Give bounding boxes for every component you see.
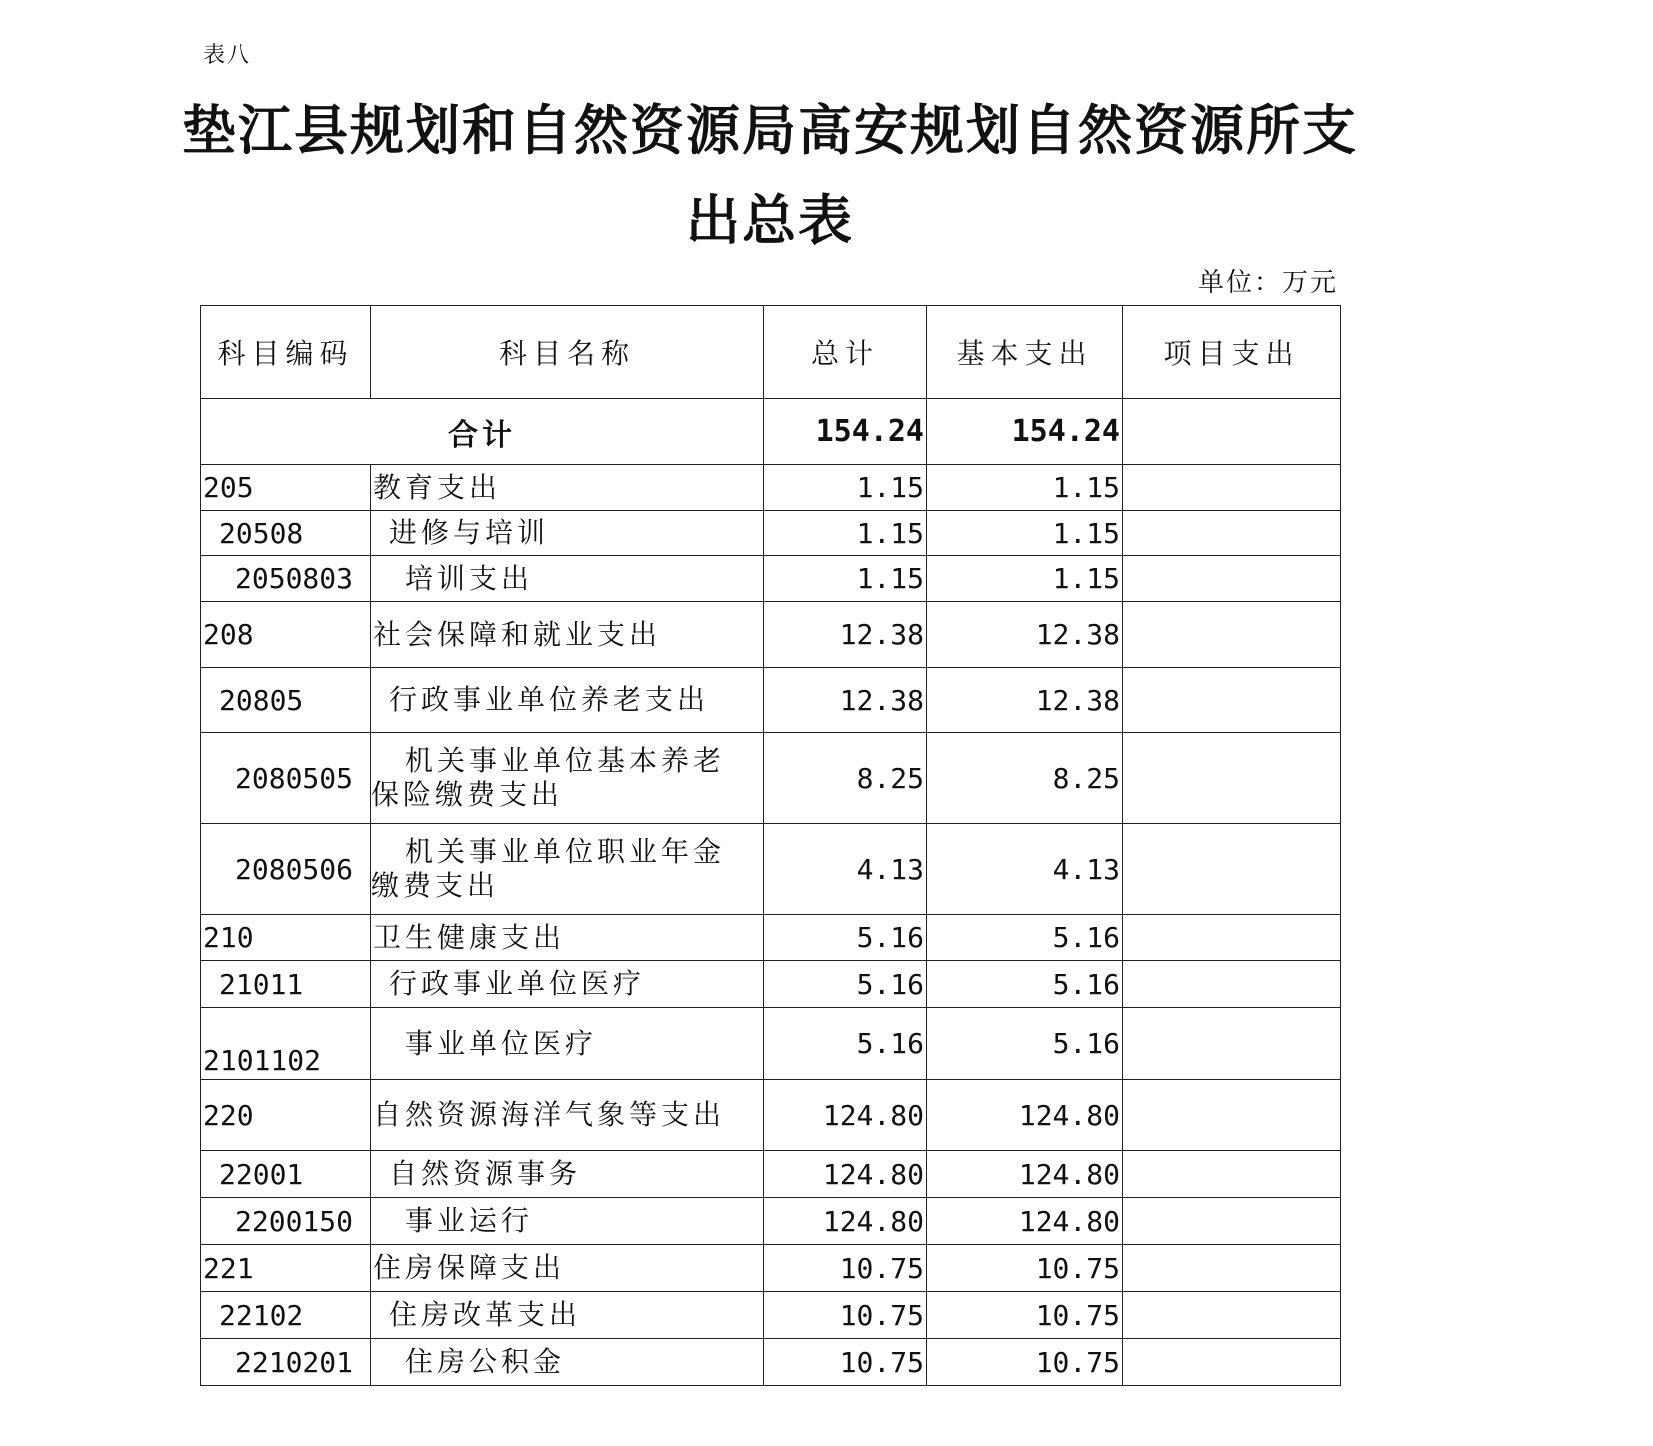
row-code: 205 — [201, 465, 371, 511]
row-project — [1123, 824, 1341, 915]
row-name: 事业单位医疗 — [371, 1008, 764, 1080]
table-row — [201, 511, 1341, 556]
table-row — [201, 465, 1341, 511]
row-project — [1123, 1198, 1341, 1245]
row-code: 2101102 — [201, 1008, 371, 1080]
row-total: 5.16 — [764, 915, 927, 961]
row-total: 8.25 — [764, 733, 927, 824]
row-basic: 10.75 — [927, 1245, 1123, 1292]
row-project — [1123, 961, 1341, 1008]
row-project — [1123, 1339, 1341, 1386]
row-name: 住房改革支出 — [371, 1292, 764, 1339]
row-basic: 5.16 — [927, 1008, 1123, 1080]
row-basic: 12.38 — [927, 668, 1123, 733]
table-row — [201, 668, 1341, 733]
row-name: 行政事业单位养老支出 — [371, 668, 764, 733]
row-total: 1.15 — [764, 465, 927, 511]
table-row — [201, 733, 1341, 824]
row-project — [1123, 465, 1341, 511]
row-name-line2: 保险缴费支出 — [371, 778, 564, 811]
header-project: 项目支出 — [1123, 306, 1341, 399]
row-total: 1.15 — [764, 556, 927, 602]
row-project — [1123, 602, 1341, 668]
row-project — [1123, 1292, 1341, 1339]
row-basic: 5.16 — [927, 915, 1123, 961]
table-row — [201, 961, 1341, 1008]
table-row — [201, 824, 1341, 915]
row-name: 行政事业单位医疗 — [371, 961, 764, 1008]
row-project — [1123, 556, 1341, 602]
row-name: 住房公积金 — [371, 1339, 764, 1386]
table-row — [201, 1339, 1341, 1386]
row-total: 10.75 — [764, 1339, 927, 1386]
header-basic: 基本支出 — [927, 306, 1123, 399]
table-row — [201, 556, 1341, 602]
row-project — [1123, 915, 1341, 961]
row-name: 卫生健康支出 — [371, 915, 764, 961]
row-code: 220 — [201, 1080, 371, 1151]
row-total: 5.16 — [764, 961, 927, 1008]
row-code: 21011 — [201, 961, 371, 1008]
row-code: 20508 — [201, 511, 371, 556]
row-code: 221 — [201, 1245, 371, 1292]
row-total: 12.38 — [764, 602, 927, 668]
row-name: 自然资源事务 — [371, 1151, 764, 1198]
row-total: 124.80 — [764, 1080, 927, 1151]
total-amount: 154.24 — [764, 399, 927, 465]
row-name: 事业运行 — [371, 1198, 764, 1245]
row-basic: 1.15 — [927, 511, 1123, 556]
row-code: 2080506 — [201, 824, 371, 915]
table-row — [201, 602, 1341, 668]
row-total: 1.15 — [764, 511, 927, 556]
row-name-line1: 机关事业单位职业年金 — [405, 835, 726, 869]
row-basic: 124.80 — [927, 1080, 1123, 1151]
row-basic: 124.80 — [927, 1198, 1123, 1245]
row-name: 住房保障支出 — [371, 1245, 764, 1292]
row-project — [1123, 511, 1341, 556]
row-project — [1123, 1245, 1341, 1292]
row-name-line2: 缴费支出 — [371, 869, 500, 902]
row-code: 2050803 — [201, 556, 371, 602]
row-project — [1123, 668, 1341, 733]
row-total: 10.75 — [764, 1245, 927, 1292]
expense-table — [200, 305, 1341, 1386]
row-total: 10.75 — [764, 1292, 927, 1339]
row-basic: 12.38 — [927, 602, 1123, 668]
row-code: 22102 — [201, 1292, 371, 1339]
total-project — [1123, 399, 1341, 465]
table-number: 表八 — [203, 43, 252, 68]
table-row — [201, 1198, 1341, 1245]
header-row — [201, 306, 1341, 399]
table-row — [201, 1151, 1341, 1198]
row-code: 22001 — [201, 1151, 371, 1198]
row-basic: 1.15 — [927, 556, 1123, 602]
total-row — [201, 399, 1341, 465]
row-total: 124.80 — [764, 1198, 927, 1245]
row-name: 社会保障和就业支出 — [371, 602, 764, 668]
row-total: 5.16 — [764, 1008, 927, 1080]
row-code: 2210201 — [201, 1339, 371, 1386]
row-basic: 4.13 — [927, 824, 1123, 915]
row-project — [1123, 733, 1341, 824]
row-project — [1123, 1008, 1341, 1080]
row-name — [371, 733, 764, 824]
row-code: 210 — [201, 915, 371, 961]
row-total: 4.13 — [764, 824, 927, 915]
row-name-line1: 机关事业单位基本养老 — [405, 744, 726, 778]
page-title-line1: 垫江县规划和自然资源局高安规划自然资源所支 — [182, 98, 1358, 162]
row-project — [1123, 1151, 1341, 1198]
table-row — [201, 915, 1341, 961]
header-total: 总计 — [764, 306, 927, 399]
header-name: 科目名称 — [371, 306, 764, 399]
row-basic: 10.75 — [927, 1292, 1123, 1339]
header-code: 科目编码 — [201, 306, 371, 399]
row-name: 自然资源海洋气象等支出 — [371, 1080, 764, 1151]
total-label: 合计 — [201, 399, 764, 465]
row-basic: 5.16 — [927, 961, 1123, 1008]
total-basic: 154.24 — [927, 399, 1123, 465]
row-total: 124.80 — [764, 1151, 927, 1198]
row-basic: 10.75 — [927, 1339, 1123, 1386]
row-code: 208 — [201, 602, 371, 668]
table-row — [201, 1292, 1341, 1339]
row-code: 2200150 — [201, 1198, 371, 1245]
row-basic: 1.15 — [927, 465, 1123, 511]
page-title-line2: 出总表 — [686, 188, 854, 252]
row-code: 20805 — [201, 668, 371, 733]
table-row — [201, 1245, 1341, 1292]
table-row — [201, 1080, 1341, 1151]
row-basic: 8.25 — [927, 733, 1123, 824]
row-name: 培训支出 — [371, 556, 764, 602]
row-basic: 124.80 — [927, 1151, 1123, 1198]
row-name — [371, 824, 764, 915]
row-project — [1123, 1080, 1341, 1151]
unit-label: 单位：万元 — [1197, 268, 1338, 298]
row-name: 教育支出 — [371, 465, 764, 511]
table-row — [201, 1008, 1341, 1080]
row-total: 12.38 — [764, 668, 927, 733]
row-name: 进修与培训 — [371, 511, 764, 556]
row-code: 2080505 — [201, 733, 371, 824]
